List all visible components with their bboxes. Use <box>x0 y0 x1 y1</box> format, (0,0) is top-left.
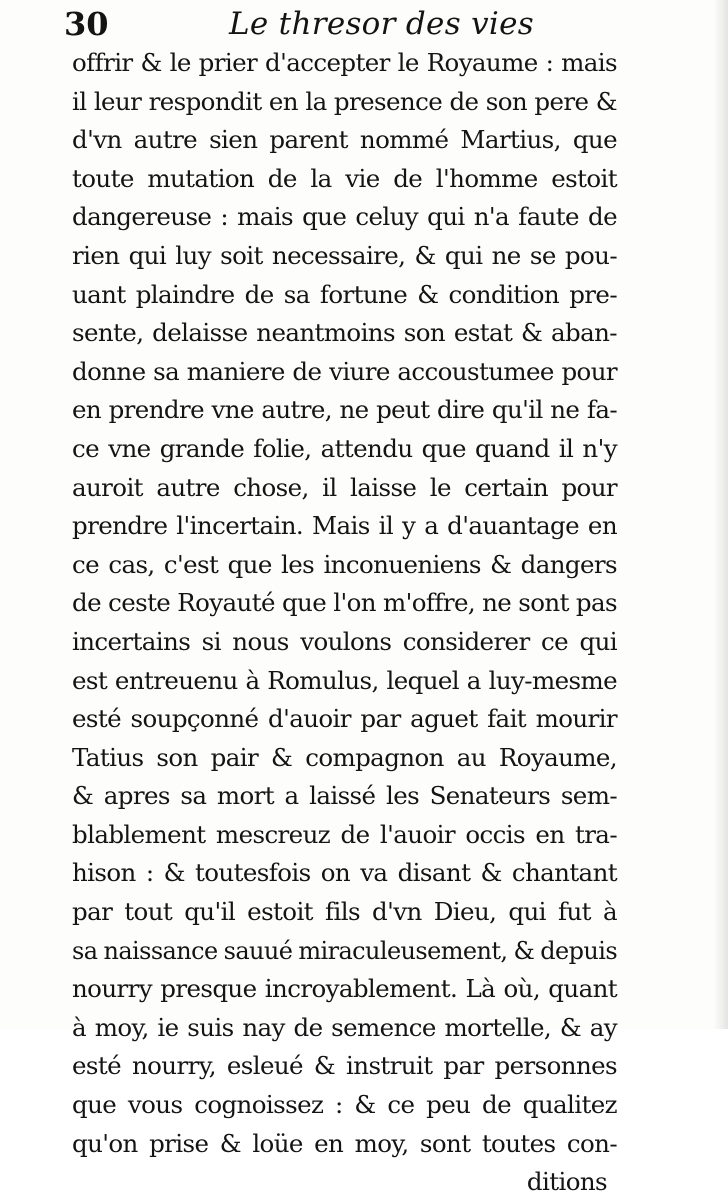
text-line: offrir & le prier d'accepter le Royaume : mais <box>72 48 617 77</box>
text-line: uant plaindre de sa fortune & condition pre- <box>72 279 617 309</box>
text-line: d'vn autre sien parent nommé Martius, que <box>72 125 617 155</box>
text-line: il leur respondit en la presence de son pere & <box>72 86 617 116</box>
text-line: donne sa maniere de viure accoustumee pour <box>72 356 617 386</box>
page-edge-shadow <box>714 0 728 1029</box>
catchword: ditions <box>526 1167 607 1197</box>
text-line: ce vne grande folie, attendu que quand il n'y <box>72 433 617 463</box>
running-head <box>64 2 624 46</box>
text-line: par tout qu'il estoit fils d'vn Dieu, qui fut à <box>72 897 617 927</box>
text-line: esté soupçonné d'auoir par aguet fait mourir <box>72 704 617 734</box>
text-line: dangereuse : mais que celuy qui n'a faute de <box>72 202 617 232</box>
text-line: toute mutation de la vie de l'homme estoit <box>72 163 617 193</box>
running-title: Le thresor des vies <box>229 6 534 42</box>
text-line: blablement mescreuz de l'auoir occis en tra- <box>72 819 617 849</box>
text-line: à moy, ie suis nay de semence mortelle, & ay <box>72 1012 617 1042</box>
text-line: que vous cognoissez : & ce peu de qualitez <box>72 1090 617 1120</box>
page-number: 30 <box>64 5 109 43</box>
text-line: qu'on prise & loüe en moy, sont toutes con- <box>72 1128 617 1158</box>
text-line: sa naissance sauué miraculeusement, & depuis <box>72 935 618 965</box>
text-line: incertains si nous voulons considerer ce qui <box>72 626 617 656</box>
text-line: est entreuenu à Romulus, lequel a luy-mesme <box>72 665 617 695</box>
text-line: rien qui luy soit necessaire, & qui ne se pou- <box>72 240 617 270</box>
body-text <box>72 44 617 1202</box>
text-line: ce cas, c'est que les inconueniens & dangers <box>72 549 617 579</box>
text-line: Tatius son pair & compagnon au Royaume, <box>72 742 617 772</box>
text-line: & apres sa mort a laissé les Senateurs sem- <box>72 781 617 811</box>
text-line: sente, delaisse neantmoins son estat & aban- <box>72 318 617 348</box>
text-line: nourry presque incroyablement. Là où, quant <box>72 974 617 1004</box>
text-line: de ceste Royauté que l'on m'offre, ne sont pas <box>72 588 617 618</box>
text-line: prendre l'incertain. Mais il y a d'auantage en <box>72 511 617 541</box>
text-line: hison : & toutesfois on va disant & chantant <box>72 858 617 888</box>
text-line: en prendre vne autre, ne peut dire qu'il ne fa- <box>72 395 617 425</box>
text-line: esté nourry, esleué & instruit par personnes <box>72 1051 617 1081</box>
text-line: auroit autre chose, il laisse le certain pour <box>72 472 617 502</box>
